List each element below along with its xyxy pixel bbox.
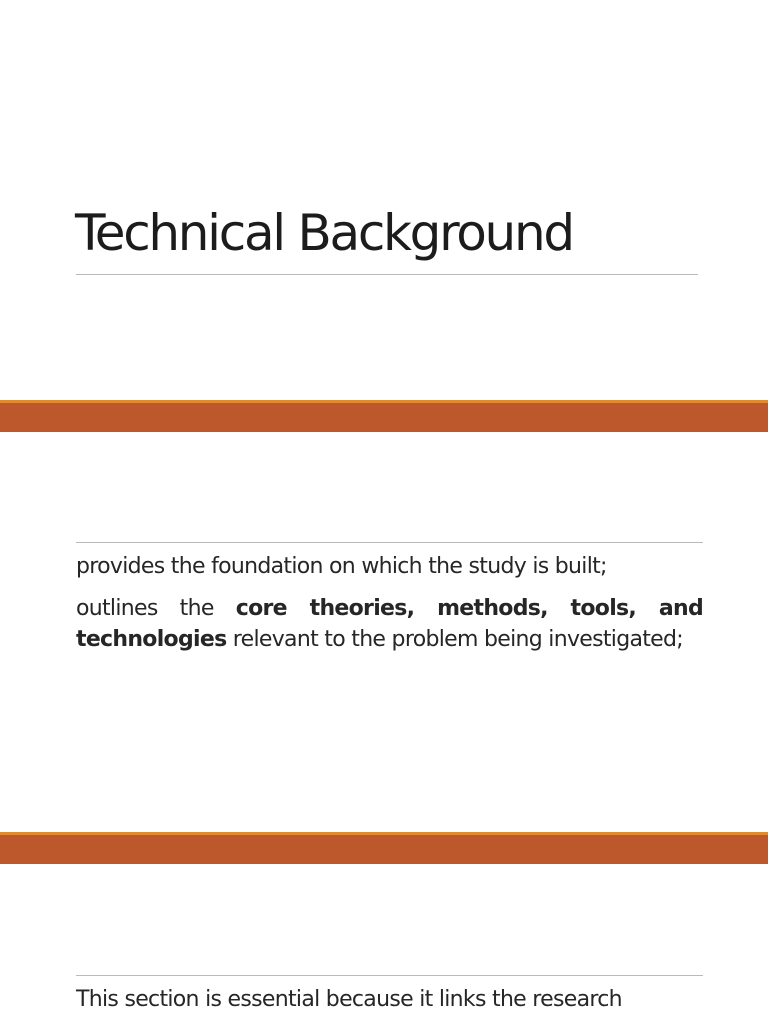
body-paragraph-outlines	[76, 593, 703, 655]
body-paragraph-essential: This section is essential because it links the research	[76, 987, 622, 1012]
outlines-text-after: relevant to the problem being investigated;	[226, 627, 683, 652]
body-paragraph-foundation: provides the foundation on which the study is built;	[76, 554, 607, 579]
title-divider	[76, 274, 698, 275]
accent-band-bottom	[0, 832, 768, 864]
section-divider-1	[76, 542, 703, 543]
outlines-text-bold: core theories, methods, tools, and technologies	[76, 596, 703, 652]
section-divider-2	[76, 975, 703, 976]
accent-band-top	[0, 400, 768, 432]
outlines-text-before: outlines the	[76, 596, 236, 621]
slide-title: Technical Background	[75, 204, 573, 262]
